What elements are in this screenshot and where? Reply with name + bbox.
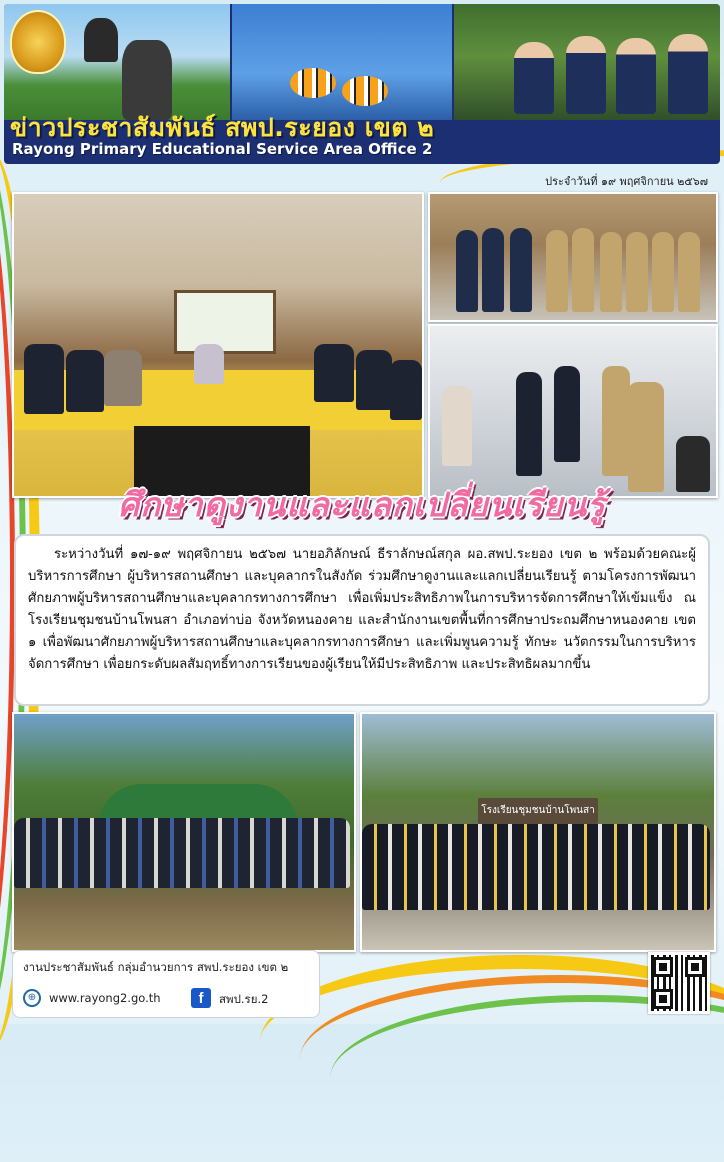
- issue-date: ประจำวันที่ ๑๙ พฤศจิกายน ๒๕๖๗: [545, 175, 708, 188]
- person: [616, 38, 656, 114]
- section-banner-title: ศึกษาดูงานและแลกเปลี่ยนเรียนรู้: [118, 485, 606, 524]
- photo-group-outdoor-2: [360, 712, 716, 952]
- person: [572, 228, 594, 312]
- group-of-people: [362, 824, 710, 910]
- newsletter-subtitle: Rayong Primary Educational Service Area Office 2: [12, 140, 433, 158]
- person: [668, 34, 708, 114]
- person: [602, 366, 630, 476]
- person: [66, 350, 104, 412]
- person: [442, 386, 472, 466]
- newsletter-header: [4, 4, 720, 164]
- newsletter-title: ข่าวประชาสัมพันธ์ สพป.ระยอง เขต ๒: [10, 113, 435, 142]
- article-body-text: ระหว่างวันที่ ๑๗-๑๙ พฤศจิกายน ๒๕๖๗ นายอภิลักษณ์ ธีราลักษณ์สกุล ผอ.สพป.ระยอง เขต ๒ พร้อมด้วยคณะผู้บริหารการศึกษา ผู้บริหารสถานศึกษา และบุคลากรในสังกัด ร่วมศึกษาดูงานและแลกเปลี่ยนเรียนรู้ ตามโครงการพัฒนาศักยภาพผู้บริหารสถานศึกษาและบุคลากรทางการศึกษา เพื่อเพิ่มประสิทธิภาพในการบริหารจัดการศึกษาให้เข้มแข็ง ณ โรงเรียนชุมชนบ้านโพนสา อำเภอท่าบ่อ จังหวัดหนองคาย และสำนักงานเขตพื้นที่การศึกษาประถมศึกษาหนองคาย เขต ๑ เพื่อพัฒนาศักยภาพผู้บริหารสถานศึกษาและบุคลากรทางการศึกษา และเพิ่มพูนความรู้ ทักษะ นวัตกรรมในการบริหารจัดการศึกษา เพื่อยกระดับผลสัมฤทธิ์ทางการเรียนของผู้เรียนให้มีประสิทธิภาพ และประสิทธิผลมากขึ้น: [28, 547, 696, 672]
- website-link[interactable]: www.rayong2.go.th: [49, 991, 161, 1005]
- globe-icon: ⊕: [23, 989, 41, 1007]
- person: [652, 232, 674, 312]
- facebook-page-link[interactable]: สพป.รย.2: [219, 992, 269, 1006]
- photo-group-indoor: [428, 192, 718, 322]
- person: [628, 382, 664, 492]
- photo-computer-lab: [428, 324, 718, 498]
- photo-group-outdoor-1: [12, 712, 356, 952]
- qr-finder-pattern: [653, 989, 673, 1009]
- header-photo-executives: [454, 4, 720, 120]
- footer-contact-box: [12, 950, 320, 1018]
- person: [456, 230, 478, 312]
- school-name-sign: โรงเรียนชุมชนบ้านโพนสา: [478, 798, 598, 824]
- projector-screen: [174, 290, 276, 354]
- person: [314, 344, 354, 402]
- person: [546, 230, 568, 312]
- person: [482, 228, 504, 312]
- group-of-people: [14, 818, 350, 888]
- fish-sculpture: [290, 68, 336, 98]
- header-photo-welcome-sign: [232, 4, 452, 120]
- footer-organization: งานประชาสัมพันธ์ กลุ่มอำนวยการ สพป.ระยอง เขต ๒: [23, 960, 289, 974]
- person: [356, 350, 392, 410]
- header-photo-statue: [4, 4, 230, 120]
- person: [678, 232, 700, 312]
- facebook-icon: f: [191, 988, 211, 1008]
- person: [566, 36, 606, 114]
- person: [600, 232, 622, 312]
- fish-sculpture: [342, 76, 388, 106]
- obec-seal-logo: [10, 10, 66, 74]
- statue-figure: [84, 18, 118, 62]
- person: [24, 344, 64, 414]
- person: [104, 350, 142, 406]
- person: [510, 228, 532, 312]
- photo-meeting-room: [12, 192, 424, 498]
- person: [554, 366, 580, 462]
- person: [390, 360, 422, 420]
- qr-code[interactable]: [648, 952, 710, 1014]
- qr-finder-pattern: [685, 957, 705, 977]
- person: [514, 42, 554, 114]
- person: [626, 232, 648, 312]
- person: [516, 372, 542, 476]
- qr-finder-pattern: [653, 957, 673, 977]
- article-body-box: [14, 534, 710, 706]
- person: [194, 344, 224, 384]
